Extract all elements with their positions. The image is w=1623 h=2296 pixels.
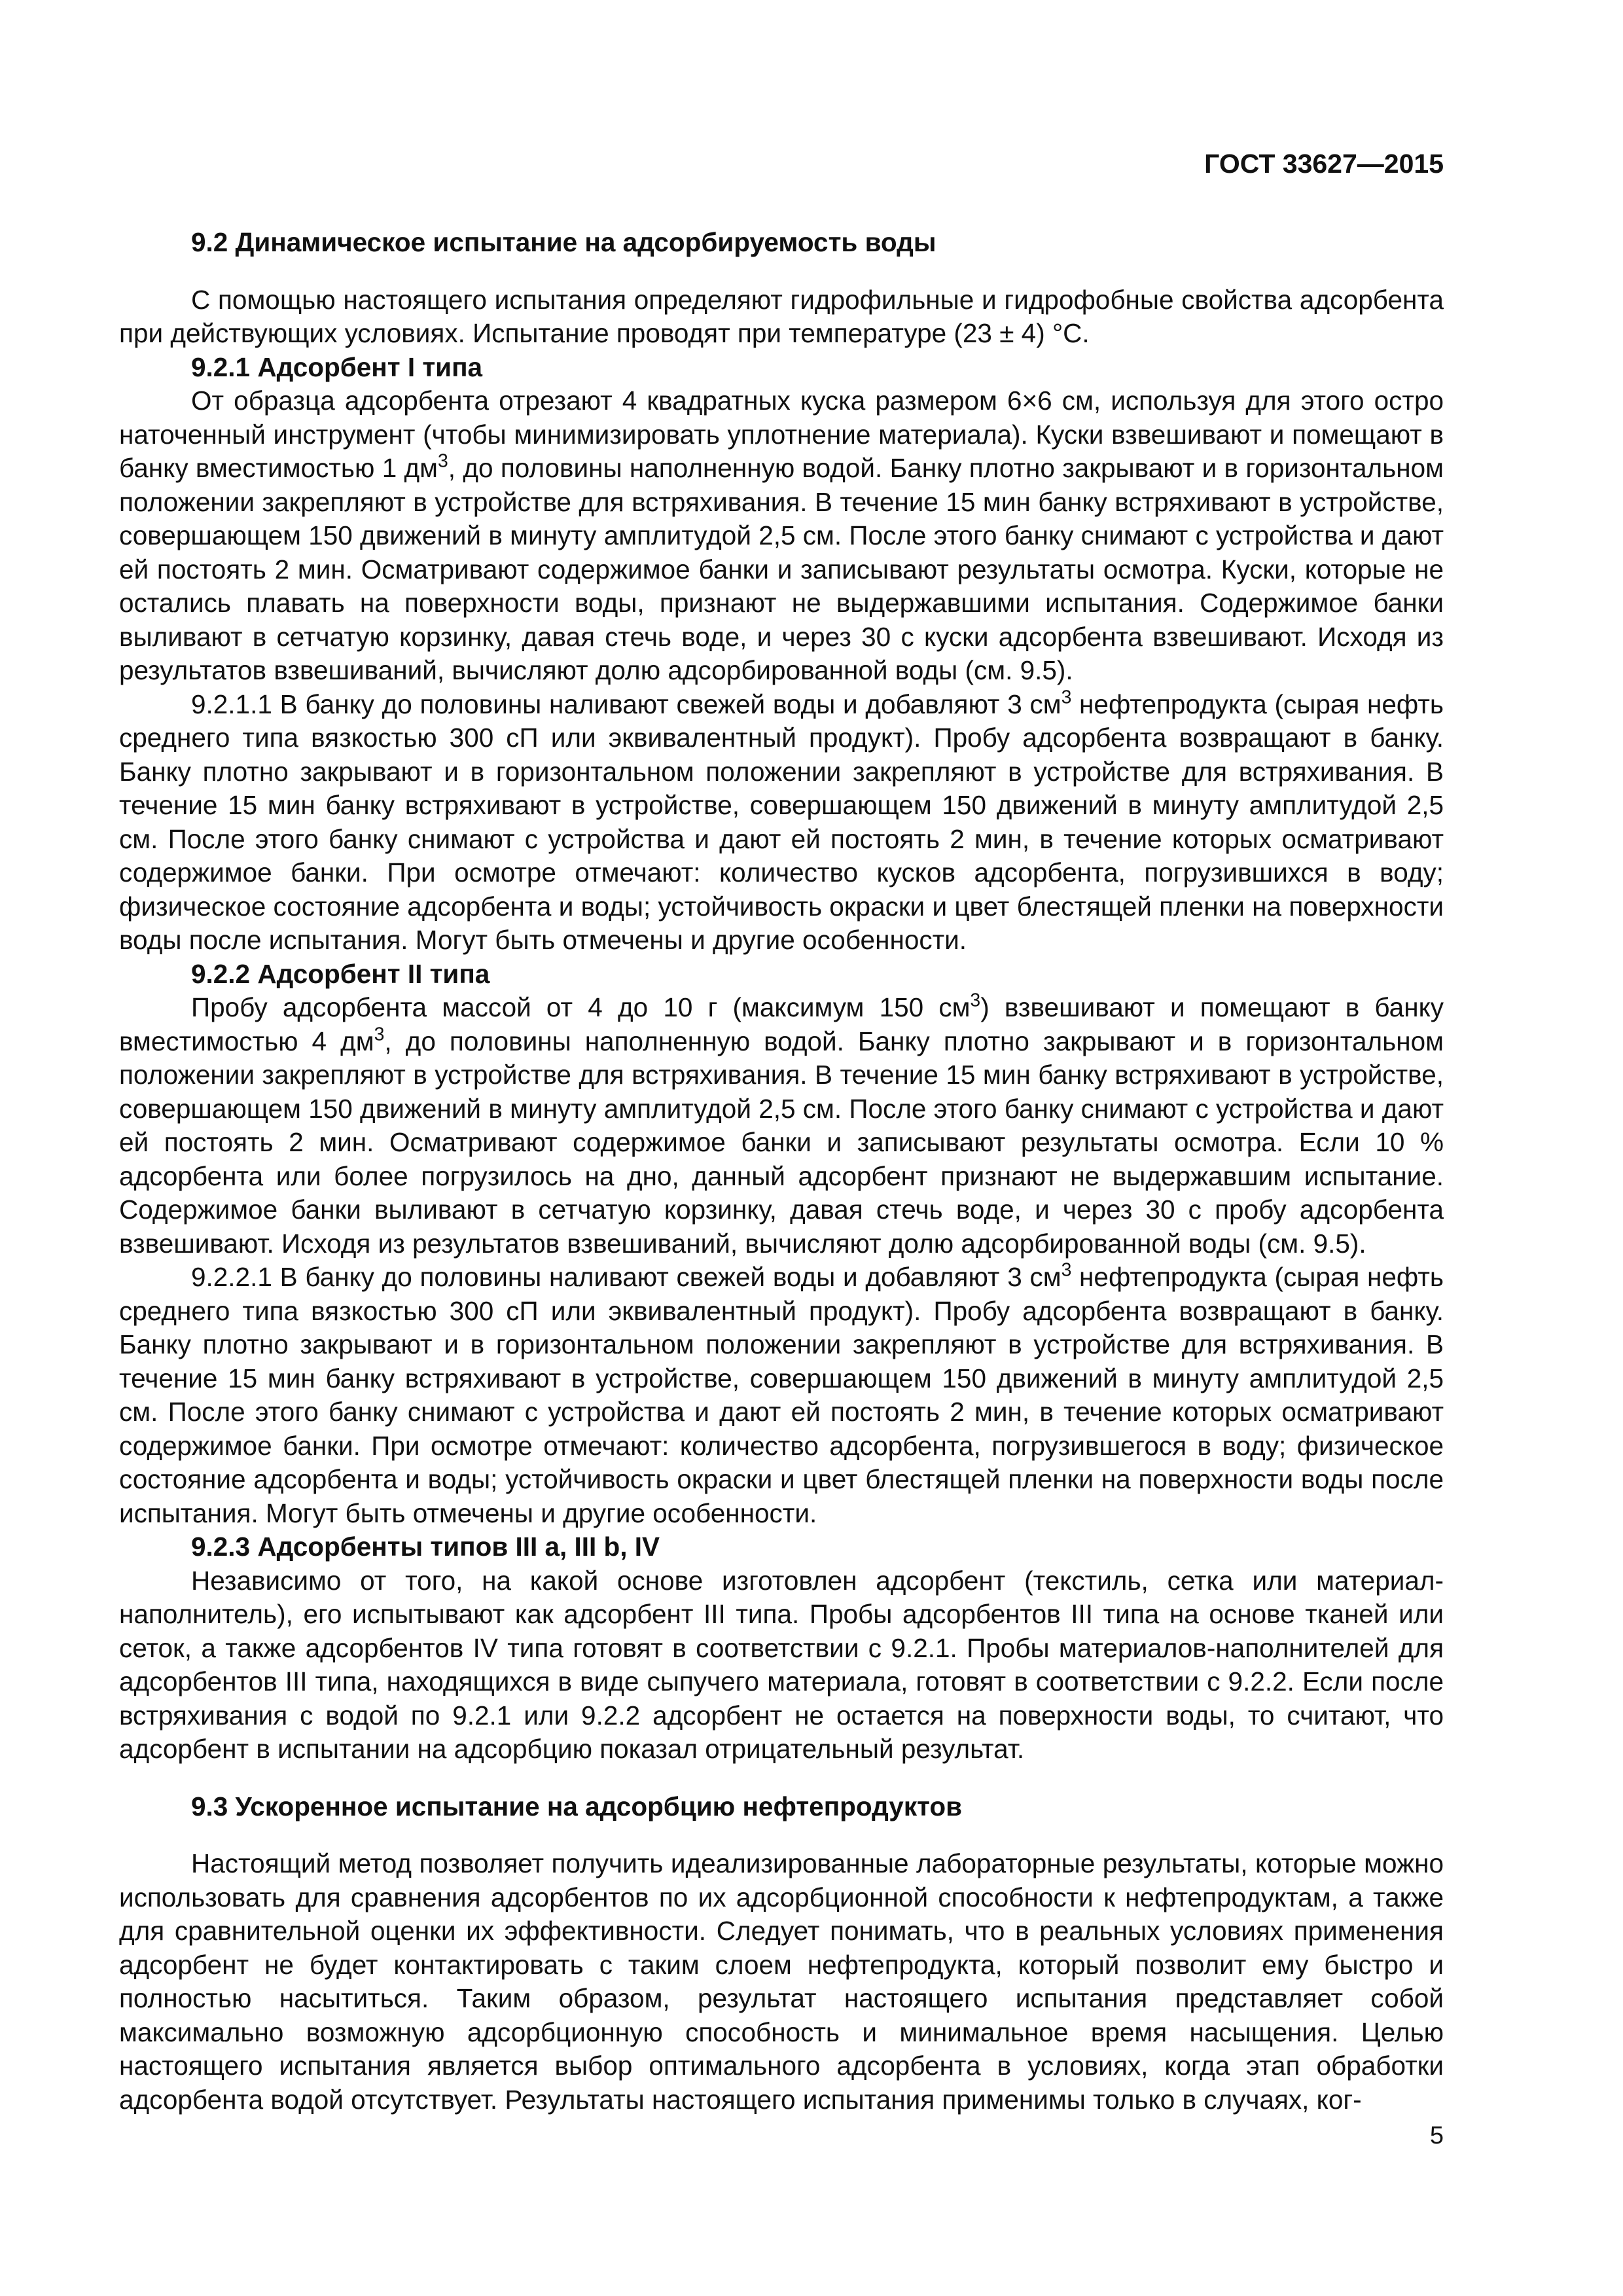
document-body: [119, 226, 1444, 2117]
text-run: 9.2.2.1 В банку до половины наливают свежей воды и добавляют 3 см: [191, 1262, 1061, 1292]
section-9-3-title: 9.3 Ускоренное испытание на адсорбцию нефтепродуктов: [191, 1791, 963, 1821]
text-run: 9.2.1.1 В банку до половины наливают свежей воды и добавляют 3 см: [191, 689, 1061, 719]
text-run: Пробу адсорбента массой от 4 до 10 г (максимум 150 см: [191, 992, 971, 1022]
section-9-2-1-1-paragraph: [119, 688, 1444, 958]
text-run: ) взвешивают и помещают в банку вместимостью 4 дм: [119, 992, 1444, 1056]
superscript: 3: [1061, 686, 1072, 708]
superscript: 3: [970, 990, 981, 1011]
document-page: [119, 0, 1444, 2296]
section-9-2-2-title: 9.2.2 Адсорбент II типа: [191, 958, 490, 989]
section-9-2-1-paragraph: [119, 384, 1444, 688]
section-9-2-title: 9.2 Динамическое испытание на адсорбируемость воды: [191, 227, 936, 257]
text-run: , до половины наполненную водой. Банку плотно закрывают и в горизонтальном положении закрепляют в устройстве для встряхивания. В течение 15 мин банку встряхивают в устройстве, совершающем 150 движений в минуту амплитудой 2,5 см. После этого банку снимают с устройства и дают ей постоять 2 мин. Осматривают содержимое банки и записывают результаты осмотра. Куски, которые не остались плавать на поверхности воды, признают не выдержавшими испытания. Содержимое банки выливают в сетчатую корзинку, давая стечь воде, и через 30 с куски адсорбента взвешивают. Исходя из результатов взвешиваний, вычисляют долю адсорбированной воды (см. 9.5).: [119, 453, 1444, 685]
section-9-3-paragraph: Настоящий метод позволяет получить идеализированные лабораторные результаты, которые можно использовать для сравнения адсорбентов по их адсорбционной способности к нефтепродуктам, а также для сравнительной оценки их эффективности. Следует понимать, что в реальных условиях применения адсорбент не будет контактировать с таким слоем нефтепродукта, который позволит ему быстро и полностью насытиться. Таким образом, результат настоящего испытания представляет собой максимально возможную адсорбционную способность и минимальное время насыщения. Целью настоящего испытания является выбор оптимального адсорбента в условиях, когда этап обработки адсорбента водой отсутствует. Результаты настоящего испытания применимы только в случаях, ког-: [119, 1848, 1444, 2115]
text-run: нефтепродукта (сырая нефть среднего типа вязкостью 300 сП или эквивалентный продукт). Пробу адсорбента возвращают в банку. Банку плотно закрывают и в горизонтальном положении закрепляют в устройстве для встряхивания. В течение 15 мин банку встряхивают в устройстве, совершающем 150 движений в минуту амплитудой 2,5 см. После этого банку снимают с устройства и дают ей постоять 2 мин, в течение которых осматривают содержимое банки. При осмотре отмечают: количество кусков адсорбента, погрузившихся в воду; физическое состояние адсорбента и воды; устойчивость окраски и цвет блестящей пленки на поверхности воды после испытания. Могут быть отмечены и другие особенности.: [119, 689, 1444, 955]
text-run: нефтепродукта (сырая нефть среднего типа вязкостью 300 сП или эквивалентный продукт). Пробу адсорбента возвращают в банку. Банку плотно закрывают и в горизонтальном положении закрепляют в устройстве для встряхивания. В течение 15 мин банку встряхивают в устройстве, совершающем 150 движений в минуту амплитудой 2,5 см. После этого банку снимают с устройства и дают ей постоять 2 мин, в течение которых осматривают содержимое банки. При осмотре отмечают: количество адсорбента, погрузившегося в воду; физическое состояние адсорбента и воды; устойчивость окраски и цвет блестящей пленки на поверхности воды после испытания. Могут быть отмечены и другие особенности.: [119, 1262, 1444, 1528]
superscript: 3: [374, 1023, 385, 1045]
superscript: 3: [438, 450, 448, 472]
section-9-2-paragraph: С помощью настоящего испытания определяют гидрофильные и гидрофобные свойства адсорбента при действующих условиях. Испытание проводят при температуре (23 ± 4) °С.: [119, 284, 1444, 348]
section-9-2-2-1-paragraph: [119, 1261, 1444, 1530]
superscript: 3: [1061, 1259, 1072, 1281]
section-9-2-1-title: 9.2.1 Адсорбент I типа: [191, 351, 483, 382]
text-run: От образца адсорбента отрезают 4 квадратных куска размером 6×6 см, используя для этого остро наточенный инструмент (чтобы минимизировать уплотнение материала). Куски взвешивают и помещают в банку вместимостью 1 дм: [119, 386, 1444, 483]
section-9-2-3-paragraph: Независимо от того, на какой основе изготовлен адсорбент (текстиль, сетка или материал-наполнитель), его испытывают как адсорбент III типа. Пробы адсорбентов III типа на основе тканей или сеток, а также адсорбентов IV типа готовят в соответствии с 9.2.1. Пробы материалов-наполнителей для адсорбентов III типа, находящихся в виде сыпучего материала, готовят в соответствии с 9.2.2. Если после встряхивания с водой по 9.2.1 или 9.2.2 адсорбент не остается на поверхности воды, то считают, что адсорбент в испытании на адсорбцию показал отрицательный результат.: [119, 1565, 1444, 1764]
standard-header: ГОСТ 33627—2015: [1204, 149, 1444, 179]
section-9-2-3-title: 9.2.3 Адсорбенты типов III a, III b, IV: [191, 1532, 660, 1562]
text-run: , до половины наполненную водой. Банку плотно закрывают и в горизонтальном положении закрепляют в устройстве для встряхивания. В течение 15 мин банку встряхивают в устройстве, совершающем 150 движений в минуту амплитудой 2,5 см. После этого банку снимают с устройства и дают ей постоять 2 мин. Осматривают содержимое банки и записывают результаты осмотра. Если 10 % адсорбента или более погрузилось на дно, данный адсорбент признают не выдержавшим испытание. Содержимое банки выливают в сетчатую корзинку, давая стечь воде, и через 30 с пробу адсорбента взвешивают. Исходя из результатов взвешиваний, вычисляют долю адсорбированной воды (см. 9.5).: [119, 1026, 1444, 1259]
section-9-2-2-paragraph: [119, 991, 1444, 1261]
page-number: 5: [1429, 2122, 1444, 2149]
